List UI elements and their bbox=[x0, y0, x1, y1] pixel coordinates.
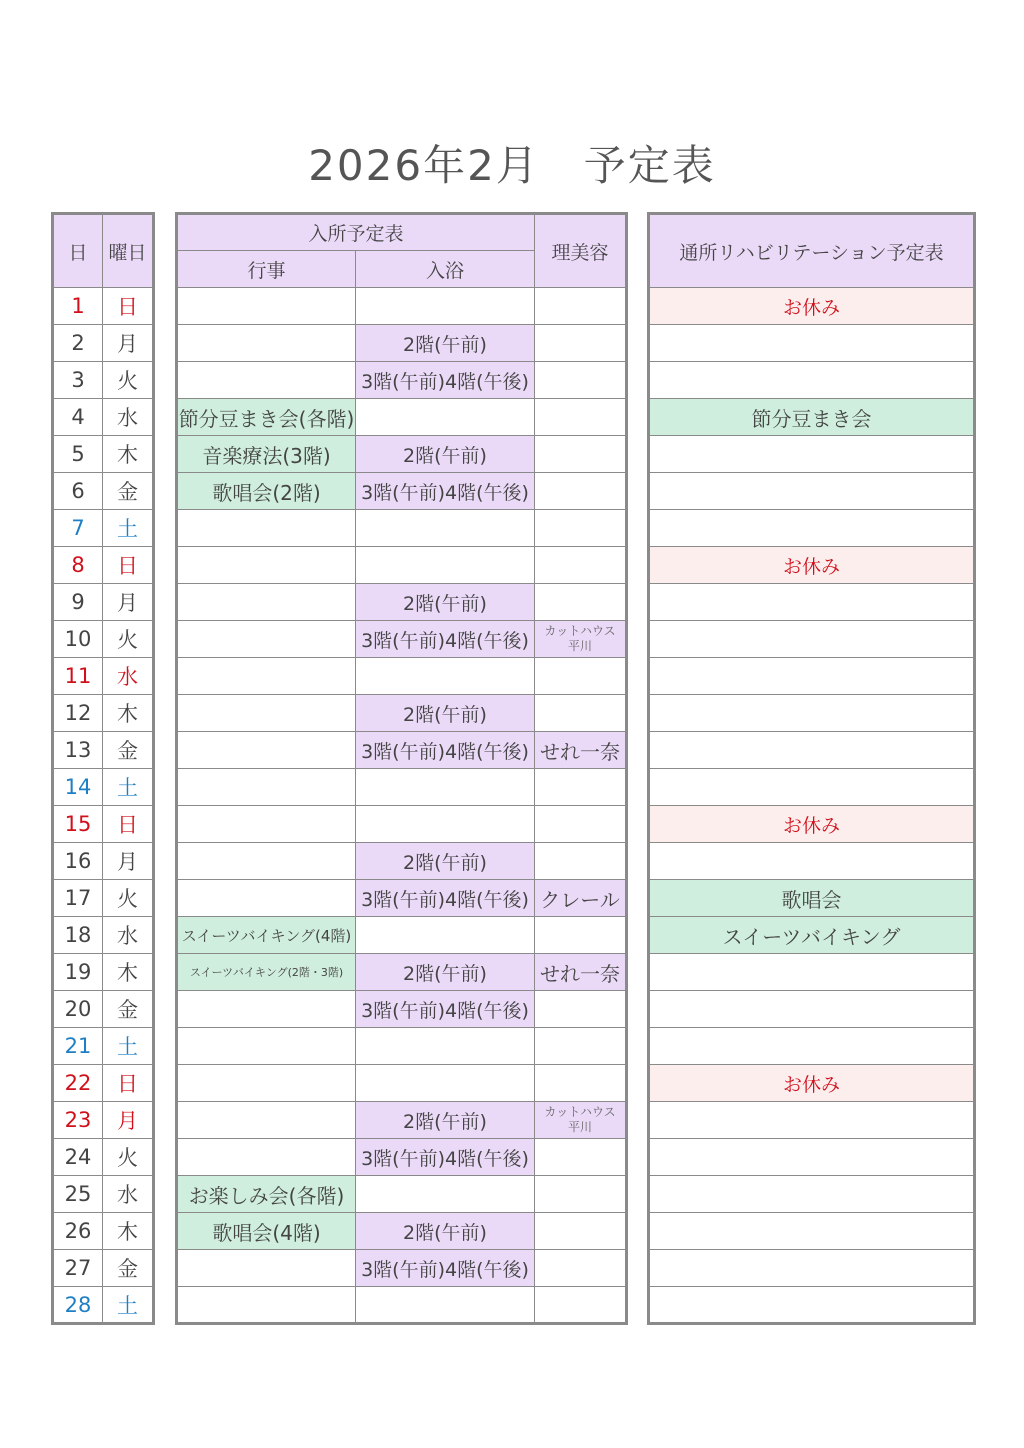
beauty-cell bbox=[535, 991, 627, 1028]
rehab-cell bbox=[649, 954, 975, 991]
bath-cell: 3階(午前)4階(午後) bbox=[356, 1139, 535, 1176]
table-row bbox=[649, 991, 975, 1028]
beauty-cell bbox=[535, 843, 627, 880]
table-row bbox=[53, 584, 154, 621]
table-row bbox=[649, 436, 975, 473]
table-row bbox=[177, 399, 627, 436]
bath-cell bbox=[356, 1176, 535, 1213]
beauty-cell bbox=[535, 547, 627, 584]
weekday-header: 曜日 bbox=[103, 214, 154, 288]
bath-cell: 2階(午前) bbox=[356, 584, 535, 621]
table-row bbox=[177, 621, 627, 658]
table-row bbox=[177, 1065, 627, 1102]
table-row bbox=[53, 843, 154, 880]
table-row bbox=[53, 954, 154, 991]
rehab-cell: お休み bbox=[649, 806, 975, 843]
table-row bbox=[53, 473, 154, 510]
day-cell: 1 bbox=[53, 288, 103, 325]
bath-cell: 3階(午前)4階(午後) bbox=[356, 1250, 535, 1287]
bath-cell bbox=[356, 1065, 535, 1102]
table-row bbox=[53, 732, 154, 769]
beauty-header: 理美容 bbox=[535, 214, 627, 288]
table-row bbox=[177, 954, 627, 991]
weekday-cell: 木 bbox=[103, 436, 154, 473]
event-cell bbox=[177, 547, 356, 584]
weekday-cell: 日 bbox=[103, 1065, 154, 1102]
day-cell: 2 bbox=[53, 325, 103, 362]
event-cell bbox=[177, 843, 356, 880]
event-cell bbox=[177, 880, 356, 917]
beauty-cell bbox=[535, 473, 627, 510]
event-cell bbox=[177, 621, 356, 658]
table-row bbox=[649, 1028, 975, 1065]
bath-cell bbox=[356, 288, 535, 325]
table-row bbox=[177, 325, 627, 362]
table-row bbox=[53, 917, 154, 954]
beauty-cell bbox=[535, 806, 627, 843]
rehab-cell bbox=[649, 362, 975, 399]
bath-cell bbox=[356, 1028, 535, 1065]
weekday-cell: 月 bbox=[103, 325, 154, 362]
beauty-cell bbox=[535, 584, 627, 621]
day-cell: 13 bbox=[53, 732, 103, 769]
rehab-cell bbox=[649, 1250, 975, 1287]
table-row bbox=[649, 510, 975, 547]
table-row bbox=[177, 806, 627, 843]
weekday-cell: 木 bbox=[103, 695, 154, 732]
bath-cell: 2階(午前) bbox=[356, 954, 535, 991]
weekday-cell: 日 bbox=[103, 288, 154, 325]
table-row bbox=[649, 1287, 975, 1324]
day-cell: 15 bbox=[53, 806, 103, 843]
weekday-cell: 木 bbox=[103, 1213, 154, 1250]
table-row bbox=[649, 362, 975, 399]
beauty-cell bbox=[535, 1213, 627, 1250]
rehab-cell bbox=[649, 1176, 975, 1213]
table-row bbox=[53, 1213, 154, 1250]
day-cell: 28 bbox=[53, 1287, 103, 1324]
day-header: 日 bbox=[53, 214, 103, 288]
weekday-cell: 日 bbox=[103, 806, 154, 843]
beauty-cell bbox=[535, 1139, 627, 1176]
table-row bbox=[649, 473, 975, 510]
bath-cell: 2階(午前) bbox=[356, 436, 535, 473]
table-row bbox=[649, 880, 975, 917]
beauty-cell bbox=[535, 1176, 627, 1213]
bath-cell bbox=[356, 658, 535, 695]
event-cell: スイーツバイキング(2階・3階) bbox=[177, 954, 356, 991]
bath-cell bbox=[356, 399, 535, 436]
admission-header: 入所予定表 bbox=[177, 214, 535, 251]
table-row bbox=[53, 1139, 154, 1176]
table-row bbox=[177, 1139, 627, 1176]
weekday-cell: 月 bbox=[103, 584, 154, 621]
table-row bbox=[177, 547, 627, 584]
bath-cell bbox=[356, 510, 535, 547]
table-row bbox=[649, 769, 975, 806]
table-row bbox=[649, 732, 975, 769]
table-row bbox=[177, 584, 627, 621]
event-cell bbox=[177, 1250, 356, 1287]
beauty-cell bbox=[535, 362, 627, 399]
day-cell: 10 bbox=[53, 621, 103, 658]
beauty-cell bbox=[535, 288, 627, 325]
table-row bbox=[649, 584, 975, 621]
table-row bbox=[177, 510, 627, 547]
table-row bbox=[53, 695, 154, 732]
day-cell: 23 bbox=[53, 1102, 103, 1139]
rehab-cell: 歌唱会 bbox=[649, 880, 975, 917]
beauty-cell bbox=[535, 917, 627, 954]
table-row bbox=[649, 399, 975, 436]
beauty-cell: クレール bbox=[535, 880, 627, 917]
table-row bbox=[177, 1028, 627, 1065]
table-row bbox=[649, 658, 975, 695]
table-row bbox=[53, 1250, 154, 1287]
bath-cell: 3階(午前)4階(午後) bbox=[356, 621, 535, 658]
table-row bbox=[53, 991, 154, 1028]
table-row bbox=[177, 1176, 627, 1213]
table-row bbox=[53, 658, 154, 695]
day-cell: 11 bbox=[53, 658, 103, 695]
rehab-cell: お休み bbox=[649, 288, 975, 325]
event-cell bbox=[177, 1139, 356, 1176]
weekday-cell: 木 bbox=[103, 954, 154, 991]
table-row bbox=[177, 1102, 627, 1139]
weekday-cell: 土 bbox=[103, 1287, 154, 1324]
table-row bbox=[177, 917, 627, 954]
rehab-header: 通所リハビリテーション予定表 bbox=[649, 214, 975, 288]
event-cell bbox=[177, 695, 356, 732]
admission-schedule-table bbox=[175, 212, 628, 1325]
rehab-cell bbox=[649, 473, 975, 510]
rehab-cell bbox=[649, 769, 975, 806]
weekday-cell: 火 bbox=[103, 362, 154, 399]
table-row bbox=[649, 1176, 975, 1213]
bath-cell: 2階(午前) bbox=[356, 325, 535, 362]
weekday-cell: 水 bbox=[103, 658, 154, 695]
beauty-cell bbox=[535, 695, 627, 732]
bath-cell: 3階(午前)4階(午後) bbox=[356, 991, 535, 1028]
table-row bbox=[649, 325, 975, 362]
event-cell bbox=[177, 584, 356, 621]
table-row bbox=[649, 1213, 975, 1250]
event-cell bbox=[177, 991, 356, 1028]
rehab-cell bbox=[649, 658, 975, 695]
weekday-cell: 土 bbox=[103, 1028, 154, 1065]
table-row bbox=[649, 547, 975, 584]
day-cell: 18 bbox=[53, 917, 103, 954]
event-cell bbox=[177, 658, 356, 695]
table-row bbox=[53, 1028, 154, 1065]
event-cell bbox=[177, 1287, 356, 1324]
table-row bbox=[177, 362, 627, 399]
day-cell: 17 bbox=[53, 880, 103, 917]
event-cell bbox=[177, 1028, 356, 1065]
table-row bbox=[649, 695, 975, 732]
bath-cell: 2階(午前) bbox=[356, 1213, 535, 1250]
event-cell: 歌唱会(2階) bbox=[177, 473, 356, 510]
rehab-cell: お休み bbox=[649, 547, 975, 584]
table-row bbox=[53, 1176, 154, 1213]
rehab-cell bbox=[649, 732, 975, 769]
page-title: 2026年2月 予定表 bbox=[308, 141, 716, 190]
table-row bbox=[177, 695, 627, 732]
table-row bbox=[177, 436, 627, 473]
table-row bbox=[649, 288, 975, 325]
beauty-cell bbox=[535, 769, 627, 806]
table-row bbox=[53, 288, 154, 325]
day-cell: 24 bbox=[53, 1139, 103, 1176]
weekday-cell: 金 bbox=[103, 991, 154, 1028]
beauty-cell bbox=[535, 1065, 627, 1102]
rehab-cell bbox=[649, 1213, 975, 1250]
table-row bbox=[649, 917, 975, 954]
weekday-cell: 火 bbox=[103, 880, 154, 917]
day-cell: 8 bbox=[53, 547, 103, 584]
event-cell: お楽しみ会(各階) bbox=[177, 1176, 356, 1213]
weekday-cell: 水 bbox=[103, 1176, 154, 1213]
rehab-cell bbox=[649, 325, 975, 362]
table-row bbox=[53, 325, 154, 362]
day-cell: 12 bbox=[53, 695, 103, 732]
rehab-cell bbox=[649, 584, 975, 621]
table-row bbox=[177, 1250, 627, 1287]
table-row bbox=[53, 1065, 154, 1102]
bath-cell bbox=[356, 547, 535, 584]
rehab-cell: お休み bbox=[649, 1065, 975, 1102]
beauty-cell bbox=[535, 436, 627, 473]
table-row bbox=[649, 806, 975, 843]
table-row bbox=[177, 843, 627, 880]
event-cell bbox=[177, 806, 356, 843]
table-row bbox=[177, 1287, 627, 1324]
table-row bbox=[649, 1250, 975, 1287]
beauty-cell bbox=[535, 510, 627, 547]
weekday-cell: 金 bbox=[103, 1250, 154, 1287]
weekday-cell: 日 bbox=[103, 547, 154, 584]
day-cell: 25 bbox=[53, 1176, 103, 1213]
weekday-cell: 金 bbox=[103, 732, 154, 769]
weekday-cell: 土 bbox=[103, 510, 154, 547]
table-row bbox=[649, 843, 975, 880]
weekday-cell: 水 bbox=[103, 917, 154, 954]
event-cell bbox=[177, 325, 356, 362]
table-row bbox=[53, 621, 154, 658]
event-cell: 節分豆まき会(各階) bbox=[177, 399, 356, 436]
bath-cell: 3階(午前)4階(午後) bbox=[356, 880, 535, 917]
table-row bbox=[53, 399, 154, 436]
rehab-cell bbox=[649, 991, 975, 1028]
day-cell: 6 bbox=[53, 473, 103, 510]
bath-cell: 3階(午前)4階(午後) bbox=[356, 362, 535, 399]
rehab-cell bbox=[649, 621, 975, 658]
day-cell: 4 bbox=[53, 399, 103, 436]
rehab-cell bbox=[649, 1139, 975, 1176]
rehab-cell bbox=[649, 510, 975, 547]
rehab-cell bbox=[649, 1102, 975, 1139]
weekday-cell: 土 bbox=[103, 769, 154, 806]
bath-cell bbox=[356, 1287, 535, 1324]
rehab-cell: 節分豆まき会 bbox=[649, 399, 975, 436]
table-row bbox=[53, 436, 154, 473]
day-cell: 20 bbox=[53, 991, 103, 1028]
beauty-cell: カットハウス 平川 bbox=[535, 621, 627, 658]
beauty-cell: せれ一奈 bbox=[535, 954, 627, 991]
weekday-cell: 火 bbox=[103, 1139, 154, 1176]
beauty-cell bbox=[535, 1287, 627, 1324]
table-row bbox=[649, 621, 975, 658]
weekday-cell: 月 bbox=[103, 1102, 154, 1139]
table-row bbox=[53, 1102, 154, 1139]
table-row bbox=[177, 288, 627, 325]
day-cell: 7 bbox=[53, 510, 103, 547]
bath-cell: 3階(午前)4階(午後) bbox=[356, 473, 535, 510]
day-cell: 3 bbox=[53, 362, 103, 399]
beauty-cell: カットハウス 平川 bbox=[535, 1102, 627, 1139]
day-cell: 22 bbox=[53, 1065, 103, 1102]
rehab-cell bbox=[649, 695, 975, 732]
bath-header: 入浴 bbox=[356, 251, 535, 288]
day-cell: 9 bbox=[53, 584, 103, 621]
table-row bbox=[649, 1139, 975, 1176]
weekday-cell: 金 bbox=[103, 473, 154, 510]
rehab-cell bbox=[649, 843, 975, 880]
table-row bbox=[177, 769, 627, 806]
event-cell bbox=[177, 732, 356, 769]
bath-cell: 2階(午前) bbox=[356, 1102, 535, 1139]
event-cell: スイーツバイキング(4階) bbox=[177, 917, 356, 954]
event-cell bbox=[177, 1102, 356, 1139]
event-cell bbox=[177, 362, 356, 399]
table-row bbox=[649, 954, 975, 991]
event-cell bbox=[177, 510, 356, 547]
table-row bbox=[177, 732, 627, 769]
day-cell: 19 bbox=[53, 954, 103, 991]
beauty-cell bbox=[535, 1250, 627, 1287]
event-cell bbox=[177, 769, 356, 806]
event-cell: 歌唱会(4階) bbox=[177, 1213, 356, 1250]
table-row bbox=[53, 362, 154, 399]
day-cell: 26 bbox=[53, 1213, 103, 1250]
event-cell bbox=[177, 1065, 356, 1102]
day-cell: 16 bbox=[53, 843, 103, 880]
bath-cell bbox=[356, 917, 535, 954]
bath-cell: 3階(午前)4階(午後) bbox=[356, 732, 535, 769]
beauty-cell bbox=[535, 399, 627, 436]
rehab-cell bbox=[649, 1028, 975, 1065]
rehab-schedule-table bbox=[647, 212, 976, 1325]
table-row bbox=[177, 880, 627, 917]
bath-cell bbox=[356, 806, 535, 843]
table-row bbox=[649, 1065, 975, 1102]
rehab-cell bbox=[649, 436, 975, 473]
weekday-cell: 月 bbox=[103, 843, 154, 880]
weekday-cell: 水 bbox=[103, 399, 154, 436]
table-row bbox=[177, 1213, 627, 1250]
rehab-cell: スイーツバイキング bbox=[649, 917, 975, 954]
table-row bbox=[177, 473, 627, 510]
beauty-cell bbox=[535, 1028, 627, 1065]
table-row bbox=[177, 991, 627, 1028]
weekday-cell: 火 bbox=[103, 621, 154, 658]
day-cell: 21 bbox=[53, 1028, 103, 1065]
table-row bbox=[53, 1287, 154, 1324]
day-cell: 14 bbox=[53, 769, 103, 806]
beauty-cell: せれ一奈 bbox=[535, 732, 627, 769]
event-cell: 音楽療法(3階) bbox=[177, 436, 356, 473]
event-cell bbox=[177, 288, 356, 325]
events-header: 行事 bbox=[177, 251, 356, 288]
table-row bbox=[53, 806, 154, 843]
rehab-cell bbox=[649, 1287, 975, 1324]
table-row bbox=[649, 1102, 975, 1139]
bath-cell bbox=[356, 769, 535, 806]
date-table bbox=[51, 212, 155, 1325]
beauty-cell bbox=[535, 325, 627, 362]
bath-cell: 2階(午前) bbox=[356, 695, 535, 732]
bath-cell: 2階(午前) bbox=[356, 843, 535, 880]
table-row bbox=[53, 510, 154, 547]
day-cell: 27 bbox=[53, 1250, 103, 1287]
table-row bbox=[177, 658, 627, 695]
day-cell: 5 bbox=[53, 436, 103, 473]
table-row bbox=[53, 880, 154, 917]
table-row bbox=[53, 547, 154, 584]
beauty-cell bbox=[535, 658, 627, 695]
table-row bbox=[53, 769, 154, 806]
